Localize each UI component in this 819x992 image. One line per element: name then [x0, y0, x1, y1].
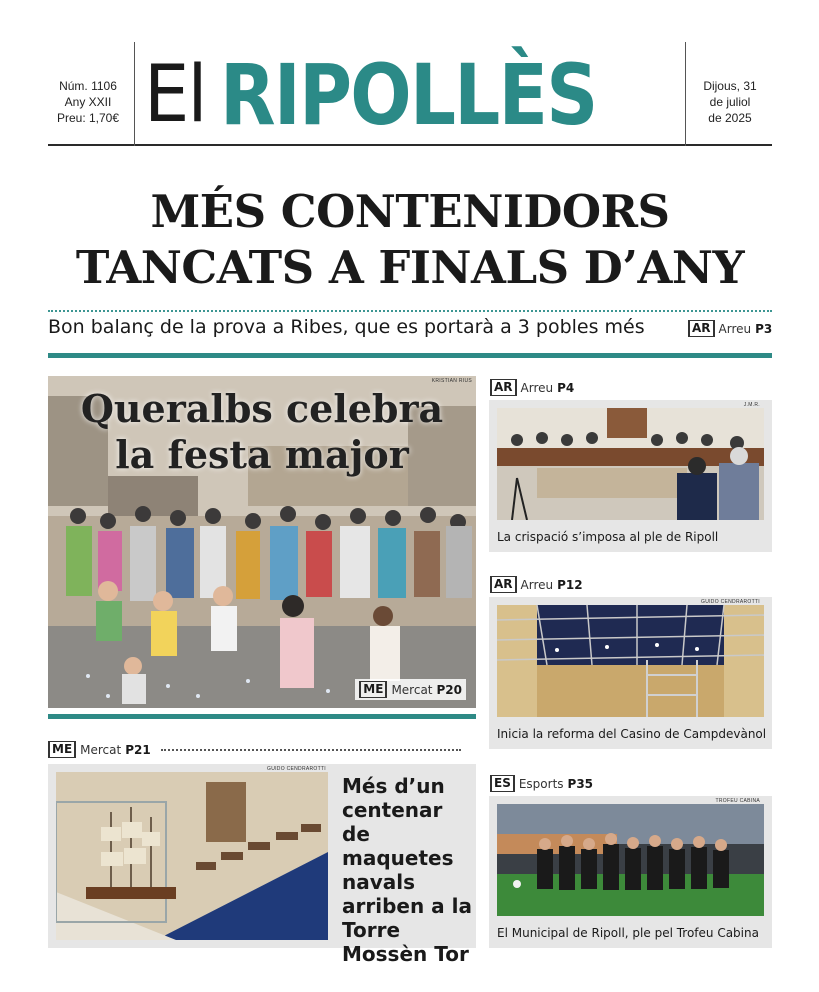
- headline-line-1: MÉS CONTENIDORS: [150, 185, 670, 238]
- side-story-caption-2: Inicia la reforma del Casino de Campdevànol: [497, 727, 767, 741]
- masthead: [48, 42, 772, 146]
- date-year: de 2025: [708, 111, 752, 125]
- issue-info: [48, 78, 128, 126]
- section-tag-side-1[interactable]: [490, 379, 574, 396]
- council-meeting-image: [497, 408, 764, 520]
- date-day: Dijous, 31: [703, 79, 757, 93]
- issue-date: [688, 78, 772, 126]
- feature-story-title: Més d’un centenar de maquetes navals arriben a la Torre Mossèn Tor: [342, 774, 472, 966]
- ship-models-image: [56, 772, 328, 940]
- section-tag-headline[interactable]: [688, 320, 772, 337]
- section-code: ES: [490, 775, 515, 792]
- football-team-image: [497, 804, 764, 916]
- side-story-caption-3: El Municipal de Ripoll, ple pel Trofeu Cabina: [497, 926, 759, 940]
- logo-article: El: [144, 50, 206, 140]
- photo-credit: TROFEU CABINA: [715, 798, 760, 804]
- main-headline[interactable]: [48, 184, 772, 296]
- masthead-divider-left: [134, 42, 135, 146]
- section-tag-feature[interactable]: [48, 741, 461, 758]
- headline-line-2: TANCATS A FINALS D’ANY: [75, 241, 745, 294]
- newspaper-logo[interactable]: [144, 46, 674, 144]
- issue-price: Preu: 1,70€: [56, 111, 120, 125]
- section-name: Esports: [518, 776, 564, 791]
- side-story-caption-1: La crispació s’imposa al ple de Ripoll: [497, 530, 719, 544]
- issue-year: Any XXII: [64, 95, 112, 109]
- section-code: AR: [490, 576, 517, 593]
- section-name: Arreu: [718, 321, 752, 336]
- section-page: P21: [125, 742, 151, 757]
- photo-credit: J.M.R.: [743, 402, 760, 408]
- dotted-divider: [161, 749, 461, 751]
- feature-story-card[interactable]: [48, 764, 476, 966]
- masthead-divider-right: [685, 42, 686, 146]
- section-name: Arreu: [520, 380, 554, 395]
- section-tag-side-3[interactable]: [490, 775, 593, 792]
- section-tag-side-2[interactable]: [490, 576, 583, 593]
- section-name: Mercat: [80, 742, 122, 757]
- teal-divider-main: [48, 714, 476, 719]
- side-story-card-2[interactable]: [489, 597, 772, 749]
- section-code: ME: [359, 681, 387, 698]
- section-tag-main[interactable]: [355, 679, 466, 700]
- dotted-divider: [48, 310, 772, 312]
- section-page: P35: [567, 776, 594, 791]
- main-story-photo[interactable]: [48, 376, 476, 708]
- section-code: AR: [688, 320, 715, 337]
- photo-credit: GUIDO CENDRAROTTI: [267, 766, 326, 772]
- headline-subhead: Bon balanç de la prova a Ribes, que es portarà a 3 pobles més: [48, 316, 645, 338]
- section-code: ME: [48, 741, 76, 758]
- section-page: P3: [755, 321, 773, 336]
- section-code: AR: [490, 379, 517, 396]
- main-story-title-line-1: Queralbs celebra: [80, 386, 444, 431]
- photo-credit: GUIDO CENDRAROTTI: [701, 599, 760, 605]
- main-story-title[interactable]: [48, 386, 476, 478]
- date-month: de juliol: [709, 95, 751, 109]
- teal-divider: [48, 353, 772, 358]
- logo-name: RIPOLLÈS: [220, 46, 597, 144]
- main-story-title-line-2: la festa major: [115, 432, 409, 477]
- photo-credit: KRISTIAN RIUS: [431, 378, 472, 384]
- section-name: Arreu: [520, 577, 554, 592]
- section-page: P12: [557, 577, 583, 592]
- section-page: P20: [436, 682, 462, 697]
- section-page: P4: [557, 380, 575, 395]
- side-story-card-1[interactable]: [489, 400, 772, 552]
- casino-renovation-image: [497, 605, 764, 717]
- issue-number: Núm. 1106: [59, 79, 117, 93]
- side-story-card-3[interactable]: [489, 796, 772, 948]
- section-name: Mercat: [391, 682, 433, 697]
